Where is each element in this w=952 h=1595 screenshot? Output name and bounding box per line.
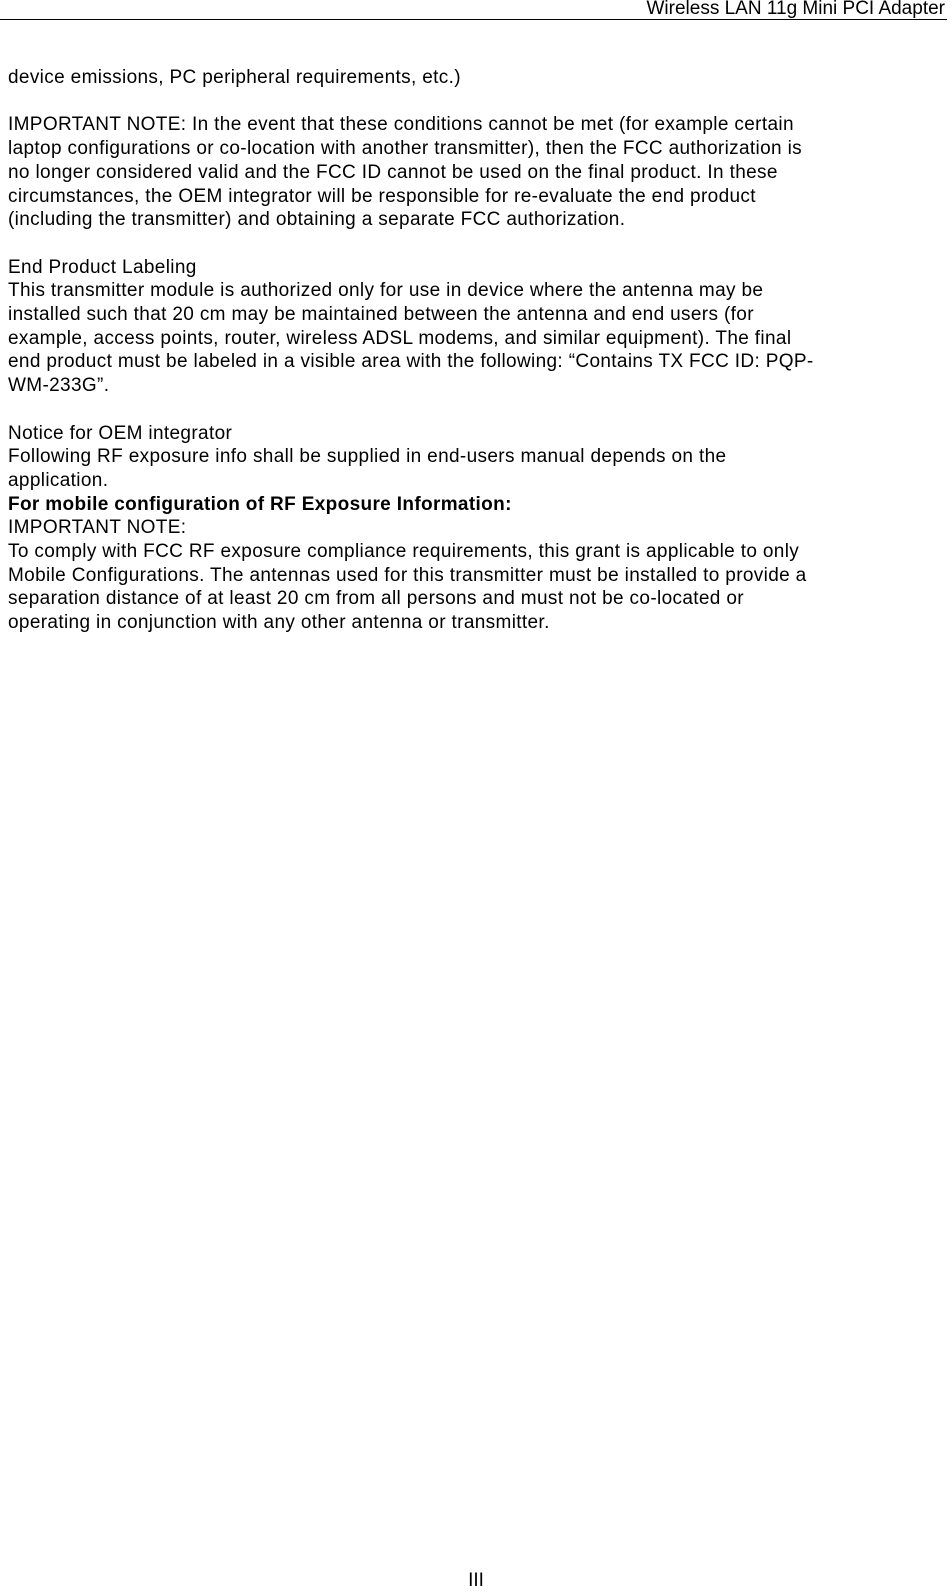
document-title: Wireless LAN 11g Mini PCI Adapter (646, 0, 945, 19)
spacer (8, 232, 948, 256)
document-body (8, 66, 948, 635)
paragraph-emissions: device emissions, PC peripheral requirements, etc.) (8, 67, 461, 88)
paragraph-notice: Following RF exposure info shall be supplied in end-users manual depends on the application. (8, 446, 727, 491)
important-note-label: IMPORTANT NOTE: (8, 517, 187, 539)
spacer (8, 398, 948, 422)
paragraph-labeling: This transmitter module is authorized only for use in device where the antenna may be installed such that 20 cm may be maintained between the antenna and end users (for example, access points, router, wireless ADSL modems, and similar equipment). The final end product must be labeled in a visible area with the following: “Contains TX FCC ID: PQP- WM-233G”. (8, 280, 814, 397)
paragraph-compliance: To comply with FCC RF exposure compliance requirements, this grant is applicable to only Mobile Configurations. The antennas used for this transmitter must be installed to provide a separation distance of at least 20 cm from all persons and must not be co-located or operating in conjunction with any other antenna or transmitter. (8, 541, 807, 634)
section-heading-labeling: End Product Labeling (8, 256, 197, 278)
page-header (0, 0, 947, 20)
spacer (8, 90, 948, 114)
page-number: III (468, 1570, 484, 1591)
paragraph-important-note: IMPORTANT NOTE: In the event that these conditions cannot be met (for example certain laptop configurations or co-location with another transmitter), then the FCC authorization is no longer considered valid and the FCC ID cannot be used on the final product. In these circumstances, the OEM integrator will be responsible for re-evaluate the end product (including the transmitter) and obtaining a separate FCC authorization. (8, 114, 802, 231)
section-heading-mobile: For mobile configuration of RF Exposure Information: (8, 493, 512, 515)
section-heading-notice: Notice for OEM integrator (8, 422, 233, 444)
